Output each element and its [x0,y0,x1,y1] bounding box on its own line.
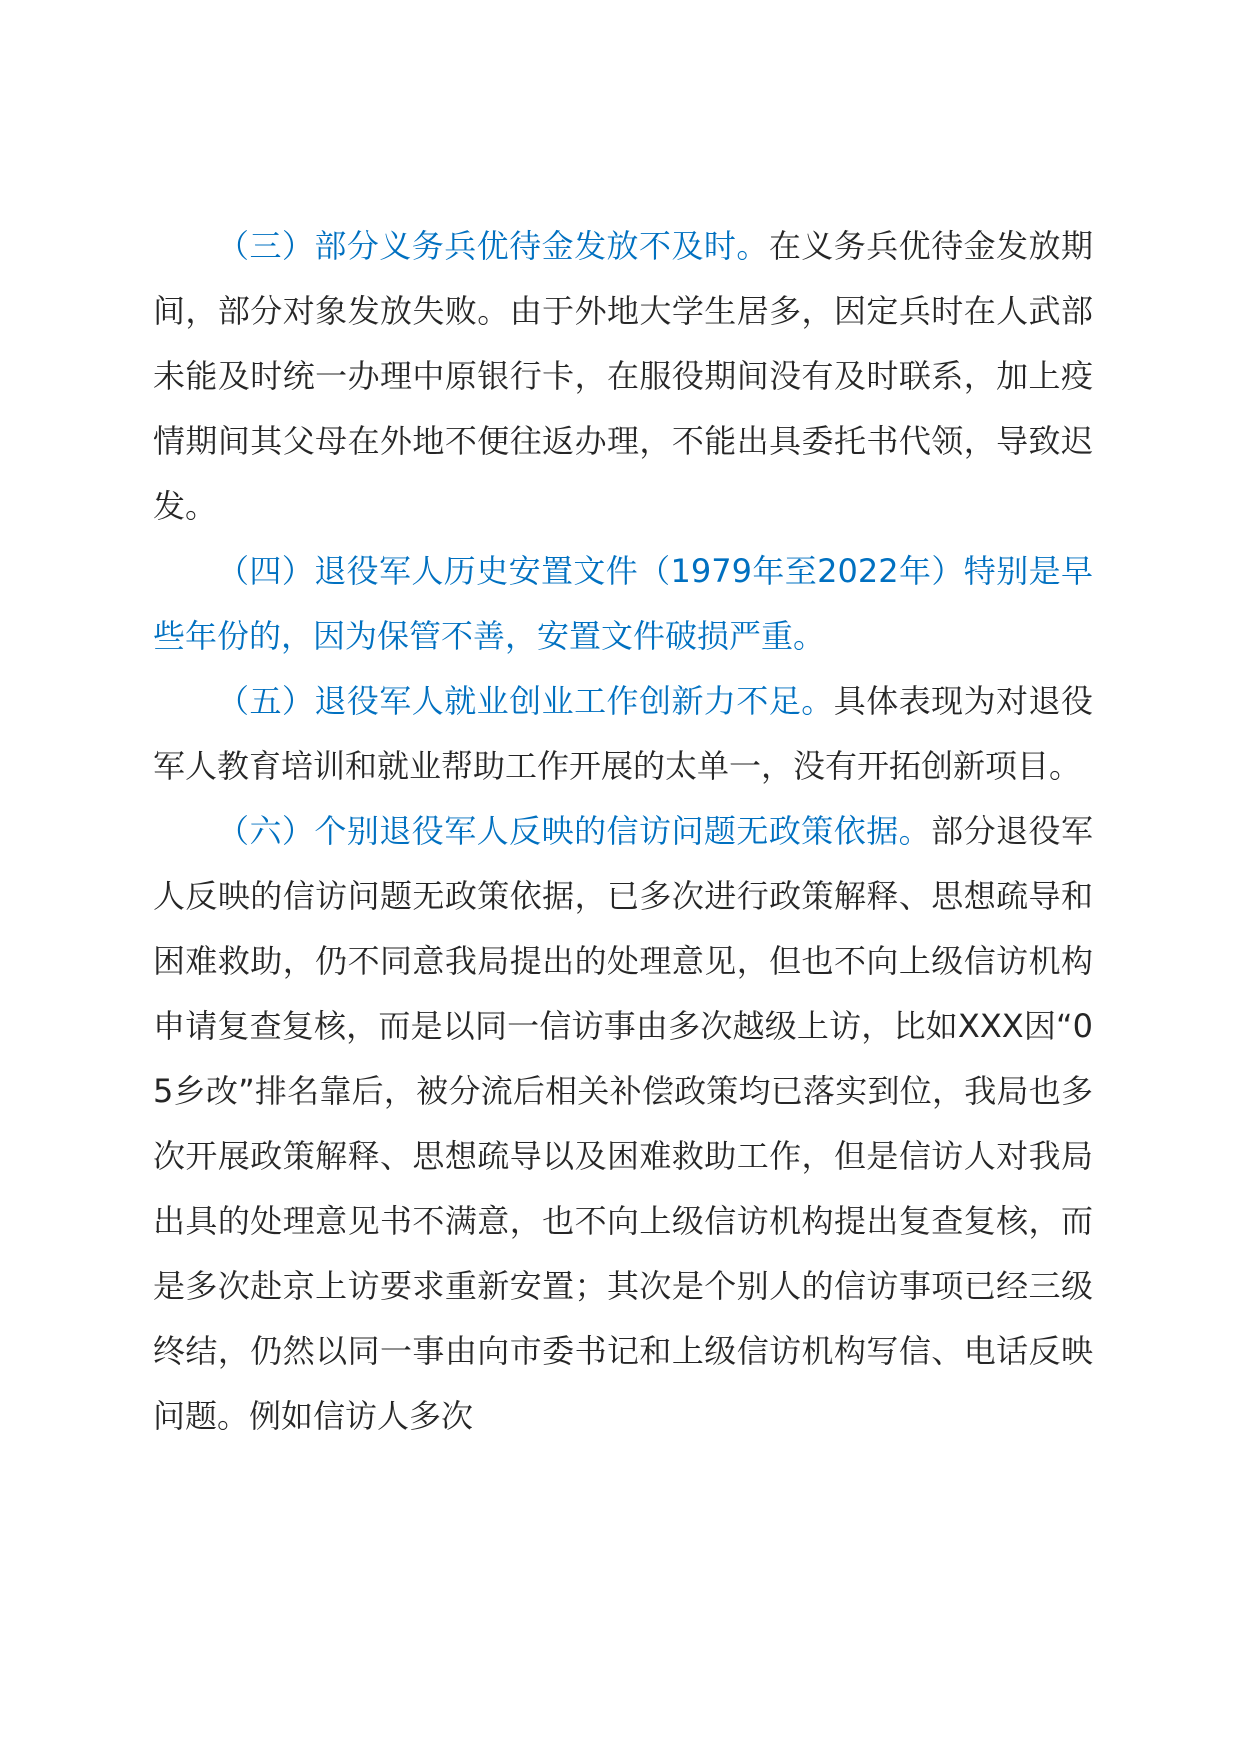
paragraph-3 [153,214,1093,539]
paragraph-heading: （五）退役军人就业创业工作创新力不足。 [217,682,834,720]
paragraph-5 [153,669,1093,799]
paragraph-4 [153,539,1093,669]
paragraph-heading: （三）部分义务兵优待金发放不及时。 [217,227,769,265]
paragraph-heading: （六）个别退役军人反映的信访问题无政策依据。 [217,812,932,850]
paragraph-text: 部分退役军人反映的信访问题无政策依据，已多次进行政策解释、思想疏导和困难救助，仍不同意我局提出的处理意见，但也不向上级信访机构申请复查复核，而是以同一信访事由多次越级上访，比如XXX因“05乡改”排名靠后，被分流后相关补偿政策均已落实到位，我局也多次开展政策解释、思想疏导以及困难救助工作，但是信访人对我局出具的处理意见书不满意，也不向上级信访机构提出复查复核，而是多次赴京上访要求重新安置；其次是个别人的信访事项已经三级终结，仍然以同一事由向市委书记和上级信访机构写信、电话反映问题。例如信访人多次 [153,812,1093,1435]
document-body [153,214,1093,1449]
paragraph-heading: （四）退役军人历史安置文件（1979年至2022年）特别是早些年份的，因为保管不善，安置文件破损严重。 [153,552,1093,655]
paragraph-text: 具体表现为对退役军人教育培训和就业帮助工作开展的太单一，没有开拓创新项目。 [153,682,1093,785]
paragraph-text: 在义务兵优待金发放期间，部分对象发放失败。由于外地大学生居多，因定兵时在人武部未能及时统一办理中原银行卡，在服役期间没有及时联系，加上疫情期间其父母在外地不便往返办理，不能出具委托书代领，导致迟发。 [153,227,1093,525]
paragraph-6 [153,799,1093,1449]
